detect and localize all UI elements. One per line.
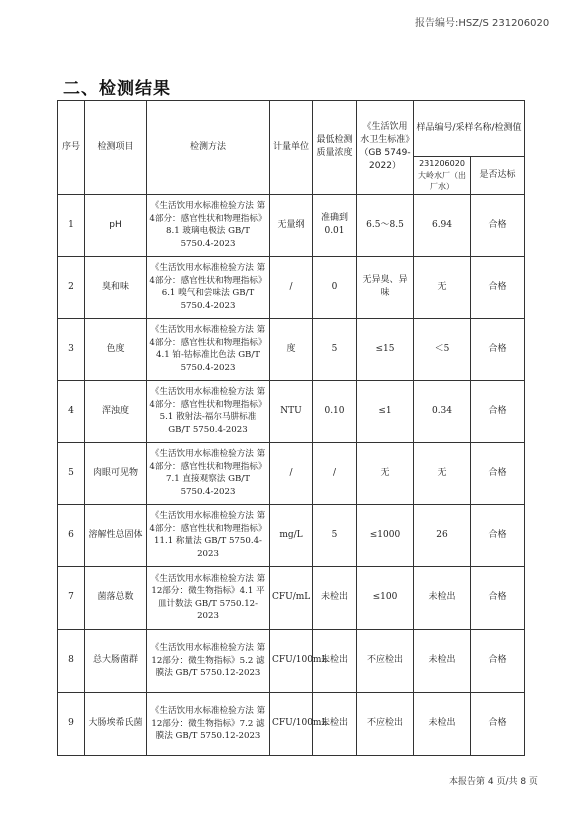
- cell-min-conc: /: [313, 442, 357, 504]
- results-table: [57, 100, 525, 756]
- header-sample-id: 231206020: [419, 159, 465, 168]
- cell-method: 《生活饮用水标准检验方法 第4部分：感官性状和物理指标》11.1 称量法 GB/T 5750.4-2023: [147, 504, 270, 566]
- cell-value: 未检出: [414, 566, 471, 629]
- cell-standard: 无: [357, 442, 414, 504]
- cell-min-conc: 0: [313, 256, 357, 318]
- cell-seq: 1: [58, 194, 85, 256]
- header-sample: [414, 157, 471, 195]
- cell-seq: 9: [58, 692, 85, 755]
- cell-item: 大肠埃希氏菌: [85, 692, 147, 755]
- cell-seq: 4: [58, 380, 85, 442]
- cell-min-conc: 未检出: [313, 566, 357, 629]
- cell-method: 《生活饮用水标准检验方法 第12部分：微生物指标》5.2 滤膜法 GB/T 5750.12-2023: [147, 629, 270, 692]
- cell-item: 菌落总数: [85, 566, 147, 629]
- cell-unit: mg/L: [270, 504, 313, 566]
- cell-standard: ≤15: [357, 318, 414, 380]
- header-sample-group: 样品编号/采样名称/检测值: [414, 101, 525, 157]
- header-standard: 《生活饮用水卫生标准》（GB 5749-2022）: [357, 101, 414, 195]
- cell-seq: 8: [58, 629, 85, 692]
- cell-value: ＜5: [414, 318, 471, 380]
- cell-conclusion: 合格: [471, 629, 525, 692]
- cell-conclusion: 合格: [471, 504, 525, 566]
- cell-standard: 不应检出: [357, 692, 414, 755]
- cell-value: 0.34: [414, 380, 471, 442]
- cell-value: 无: [414, 442, 471, 504]
- table-row: [58, 194, 525, 256]
- cell-seq: 2: [58, 256, 85, 318]
- cell-min-conc: 5: [313, 504, 357, 566]
- cell-value: 无: [414, 256, 471, 318]
- cell-method: 《生活饮用水标准检验方法 第12部分：微生物指标》4.1 平皿计数法 GB/T 5750.12-2023: [147, 566, 270, 629]
- cell-standard: 不应检出: [357, 629, 414, 692]
- cell-item: 臭和味: [85, 256, 147, 318]
- cell-item: 浑浊度: [85, 380, 147, 442]
- cell-unit: /: [270, 256, 313, 318]
- table-row: [58, 566, 525, 629]
- cell-unit: 度: [270, 318, 313, 380]
- cell-conclusion: 合格: [471, 442, 525, 504]
- cell-conclusion: 合格: [471, 194, 525, 256]
- page-footer: 本报告第 4 页/共 8 页: [449, 777, 538, 787]
- cell-unit: /: [270, 442, 313, 504]
- report-number: 报告编号:HSZ/S 231206020: [415, 18, 550, 29]
- cell-item: 总大肠菌群: [85, 629, 147, 692]
- cell-standard: 6.5～8.5: [357, 194, 414, 256]
- cell-method: 《生活饮用水标准检验方法 第12部分：微生物指标》7.2 滤膜法 GB/T 5750.12-2023: [147, 692, 270, 755]
- cell-conclusion: 合格: [471, 692, 525, 755]
- cell-min-conc: 未检出: [313, 629, 357, 692]
- header-sample-name: 大岭水厂（出厂水）: [418, 170, 466, 192]
- cell-standard: ≤1000: [357, 504, 414, 566]
- cell-conclusion: 合格: [471, 256, 525, 318]
- cell-unit: CFU/100mL: [270, 629, 313, 692]
- table-row: [58, 318, 525, 380]
- cell-conclusion: 合格: [471, 566, 525, 629]
- cell-value: 26: [414, 504, 471, 566]
- cell-item: 色度: [85, 318, 147, 380]
- cell-min-conc: 0.10: [313, 380, 357, 442]
- cell-standard: ≤100: [357, 566, 414, 629]
- cell-conclusion: 合格: [471, 380, 525, 442]
- table-row: [58, 442, 525, 504]
- cell-value: 未检出: [414, 629, 471, 692]
- cell-seq: 5: [58, 442, 85, 504]
- cell-standard: ≤1: [357, 380, 414, 442]
- table-row: [58, 256, 525, 318]
- header-method: 检测方法: [147, 101, 270, 195]
- cell-min-conc: 准确到0.01: [313, 194, 357, 256]
- cell-unit: CFU/100mL: [270, 692, 313, 755]
- table-row: [58, 504, 525, 566]
- cell-seq: 6: [58, 504, 85, 566]
- cell-standard: 无异臭、异味: [357, 256, 414, 318]
- cell-method: 《生活饮用水标准检验方法 第4部分：感官性状和物理指标》5.1 散射法-福尔马肼标准 GB/T 5750.4-2023: [147, 380, 270, 442]
- section-title: 二、检测结果: [63, 79, 171, 99]
- table-row: [58, 380, 525, 442]
- cell-method: 《生活饮用水标准检验方法 第4部分：感官性状和物理指标》4.1 铂-钴标准比色法 GB/T 5750.4-2023: [147, 318, 270, 380]
- cell-item: pH: [85, 194, 147, 256]
- header-item: 检测项目: [85, 101, 147, 195]
- cell-value: 未检出: [414, 692, 471, 755]
- cell-item: 溶解性总固体: [85, 504, 147, 566]
- cell-conclusion: 合格: [471, 318, 525, 380]
- cell-method: 《生活饮用水标准检验方法 第4部分：感官性状和物理指标》7.1 直接观察法 GB/T 5750.4-2023: [147, 442, 270, 504]
- table-row: [58, 629, 525, 692]
- header-conclusion: 是否达标: [471, 157, 525, 195]
- table-row: [58, 692, 525, 755]
- cell-min-conc: 5: [313, 318, 357, 380]
- cell-min-conc: 未检出: [313, 692, 357, 755]
- cell-unit: 无量纲: [270, 194, 313, 256]
- header-min-conc: 最低检测质量浓度: [313, 101, 357, 195]
- header-seq: 序号: [58, 101, 85, 195]
- cell-method: 《生活饮用水标准检验方法 第4部分：感官性状和物理指标》6.1 嗅气和尝味法 GB/T 5750.4-2023: [147, 256, 270, 318]
- cell-method: 《生活饮用水标准检验方法 第4部分：感官性状和物理指标》8.1 玻璃电极法 GB/T 5750.4-2023: [147, 194, 270, 256]
- header-unit: 计量单位: [270, 101, 313, 195]
- cell-item: 肉眼可见物: [85, 442, 147, 504]
- cell-seq: 3: [58, 318, 85, 380]
- cell-seq: 7: [58, 566, 85, 629]
- cell-unit: CFU/mL: [270, 566, 313, 629]
- cell-value: 6.94: [414, 194, 471, 256]
- cell-unit: NTU: [270, 380, 313, 442]
